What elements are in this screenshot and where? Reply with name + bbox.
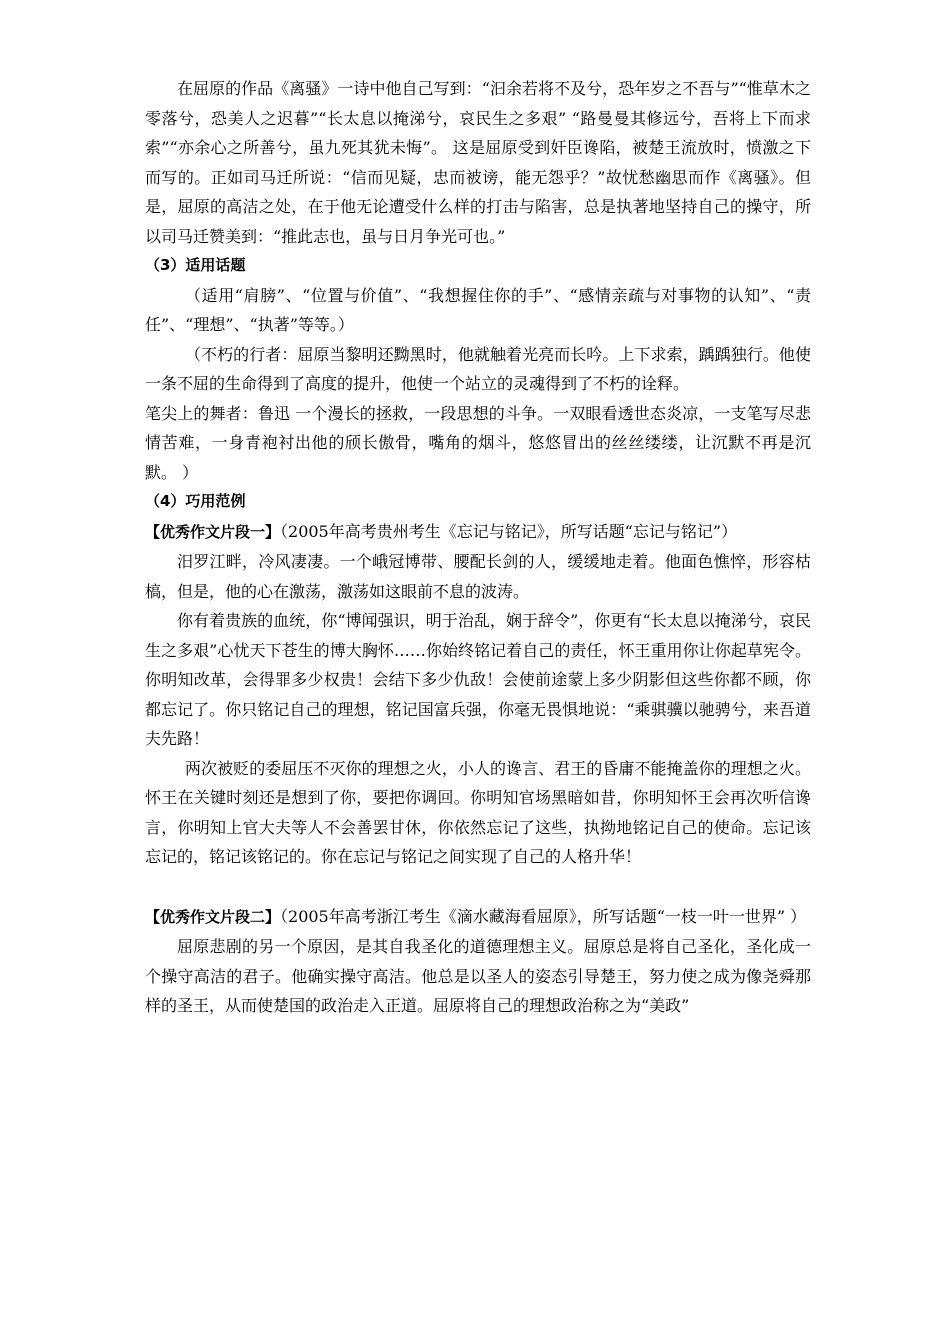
sample-paragraph-quyuan: （不朽的行者：屈原当黎明还黝黑时，他就触着光亮而长吟。上下求索，踽踽独行。他使一条不屈的生命得到了高度的提升，他使一个站立的灵魂得到了不朽的诠释。 [145,344,811,393]
paragraph-spacer [145,872,811,902]
sample-paragraph-luxun: 笔尖上的舞者：鲁迅 一个漫长的拯救，一段思想的斗争。一双眼看透世态炎凉，一支笔写尽悲情苦难，一身青袍衬出他的颀长傲骨，嘴角的烟斗，悠悠冒出的丝丝缕缕，让沉默不再是沉默。 ） [145,403,811,482]
excerpt-two-source: （2005年高考浙江考生《滴水藏海看屈原》，所写话题“一枝一叶一世界” ） [280,906,807,926]
topics-paragraph: （适用“肩膀”、“位置与价值”、“我想握住你的手”、“感情亲疏与对事物的认知”、“责任”、“理想”、“执著”等等。） [145,285,811,334]
excerpt-one-source: （2005年高考贵州考生《忘记与铭记》，所写话题“忘记与铭记”） [280,521,738,541]
intro-paragraph: 在屈原的作品《离骚》一诗中他自己写到：“汩余若将不及兮，恐年岁之不吾与”“惟草木之零落兮，恐美人之迟暮”“长太息以掩涕兮，哀民生之多艰” “路曼曼其修远兮，吾将上下而求索”“亦余心之所善兮，虽九死其犹未悔”。 这是屈原受到奸臣谗陷，被楚王流放时，愤激之下而写的。正如司马迁所说：“信而见疑，忠而被谤，能无怨乎？”故忧愁幽思而作《离骚》。但是，屈原的高洁之处，在于他无论遭受什么样的打击与陷害，总是执著地坚持自己的操守，所以司马迁赞美到：“推此志也，虽与日月争光可也。” [145,79,811,246]
excerpt-one-paragraph-2: 你有着贵族的血统，你“博闻强识，明于治乱，娴于辞令”，你更有“长太息以掩涕兮，哀民生之多艰”心忧天下苍生的博大胸怀……你始终铭记着自己的责任，怀王重用你让你起草宪令。你明知改革，会得罪多少权贵！会结下多少仇敌！会使前途蒙上多少阴影但这些你都不顾，你都忘记了。你只铭记自己的理想，铭记国富兵强，你毫无畏惧地说：“乘骐骥以驰骋兮，来吾道夫先路！ [145,611,811,748]
document-page [145,74,811,1021]
excerpt-two-label: 【优秀作文片段二】 [145,907,281,926]
excerpt-one-label: 【优秀作文片段一】 [145,522,281,541]
excerpt-one-header [145,517,811,548]
excerpt-two-paragraph-1: 屈原悲剧的另一个原因，是其自我圣化的道德理想主义。屈原总是将自己圣化，圣化成一个操守高洁的君子。他确实操守高洁。他总是以圣人的姿态引导楚王，努力使之成为像尧舜那样的圣王，从而使楚国的政治走入正道。屈原将自己的理想政治称之为“美政” [145,937,811,1015]
section-heading-topics: （3）适用话题 [145,256,246,274]
excerpt-one-paragraph-3: 两次被贬的委屈压不灭你的理想之火，小人的谗言、君王的昏庸不能掩盖你的理想之火。怀王在关键时刻还是想到了你，要把你调回。你明知官场黑暗如昔，你明知怀王会再次听信谗言，你明知上官大夫等人不会善罢甘休，你依然忘记了这些，执拗地铭记自己的使命。忘记该忘记的，铭记该铭记的。你在忘记与铭记之间实现了自己的人格升华！ [145,758,811,866]
excerpt-two-header [145,902,811,933]
section-heading-examples: （4）巧用范例 [145,492,246,510]
excerpt-one-paragraph-1: 汨罗江畔，冷风凄凄。一个峨冠博带、腰配长剑的人，缓缓地走着。他面色憔悴，形容枯槁，但是，他的心在激荡，激荡如这眼前不息的波涛。 [145,552,811,601]
